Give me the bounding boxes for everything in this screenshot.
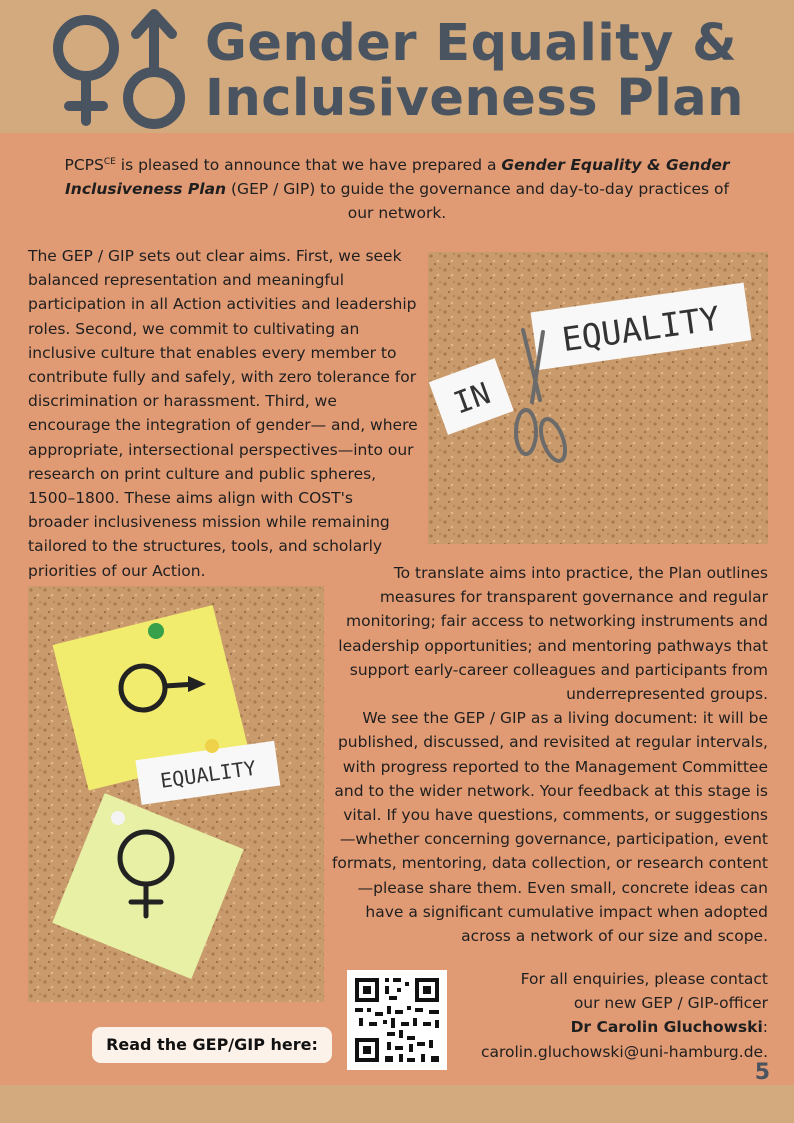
female-symbol-icon — [58, 20, 114, 121]
qr-code[interactable] — [347, 970, 447, 1070]
footer-band — [0, 1085, 794, 1123]
contact-email[interactable]: carolin.gluchowski@uni-hamburg.de. — [480, 1042, 768, 1061]
intro-text-before: is pleased to announce that we have prepared a — [115, 156, 502, 175]
body-paragraph-3: We see the GEP / GIP as a living document: it will be published, discussed, and revisited at regular intervals, with progress reported to the Management Committee and to the wider network. Your feedback at this stage is vital. If you have questions, comments, or suggestions —whether concerning governance, participation, event formats, mentoring, data collection, or research content—please share them. Even small, concrete ideas can have a significant cumulative impact when adopted across a network of our size and scope. — [331, 709, 768, 946]
org-name: PCPS — [64, 156, 104, 175]
contact-name-suffix: : — [762, 1018, 768, 1037]
intro-paragraph — [55, 150, 739, 225]
page-title — [205, 16, 785, 126]
body-right-column — [330, 561, 768, 948]
gender-symbols — [44, 6, 204, 131]
intro-text-after: (GEP / GIP) to guide the governance and day-to-day practices of our network. — [226, 180, 729, 223]
contact-line-1: For all enquiries, please contact — [520, 970, 768, 988]
contact-name-line — [460, 1015, 768, 1039]
photo2-equality-card: EQUALITY — [158, 755, 258, 793]
body-paragraph-1: The GEP / GIP sets out clear aims. First, we seek balanced representation and meaningful participation in all Action activities and leadership roles. Second, we commit to cultivating an inclusive culture that enables every member to contribute fully and safely, with zero tolerance for discrimination or harassment. Third, we encourage the integration of gender— and, where appropriate, intersectional perspectives—into our research on print culture and public spheres, 1500–1800. These aims align with COST's broader inclusiveness mission while remaining tailored to the structures, tools, and scholarly priorities of our Action. — [28, 247, 418, 580]
male-symbol-icon — [128, 14, 180, 124]
page-number: 5 — [754, 1060, 770, 1085]
equality-scissors-photo — [428, 252, 768, 544]
plan-name: Gender Equality & Gender Inclusiveness Plan — [65, 156, 730, 199]
photo1-equality-card: EQUALITY — [559, 298, 723, 360]
contact-name: Dr Carolin Gluchowski — [570, 1018, 763, 1037]
title-line-2: Inclusiveness Plan — [205, 69, 744, 128]
body-paragraph-2: To translate aims into practice, the Plan outlines measures for transparent governance and regular monitoring; fair access to networking instruments and leadership opportunities; and mentoring pathways that support early-career colleagues and participants from underrepresented groups. — [338, 564, 768, 704]
gender-symbols-photo — [28, 586, 324, 1002]
read-gep-button[interactable]: Read the GEP/GIP here: — [92, 1027, 332, 1063]
contact-block — [460, 967, 768, 1064]
title-line-1: Gender Equality & — [205, 14, 738, 73]
org-superscript: CE — [103, 157, 116, 167]
photo1-in-card: IN — [449, 376, 496, 422]
contact-line-2: our new GEP / GIP-officer — [573, 994, 768, 1013]
